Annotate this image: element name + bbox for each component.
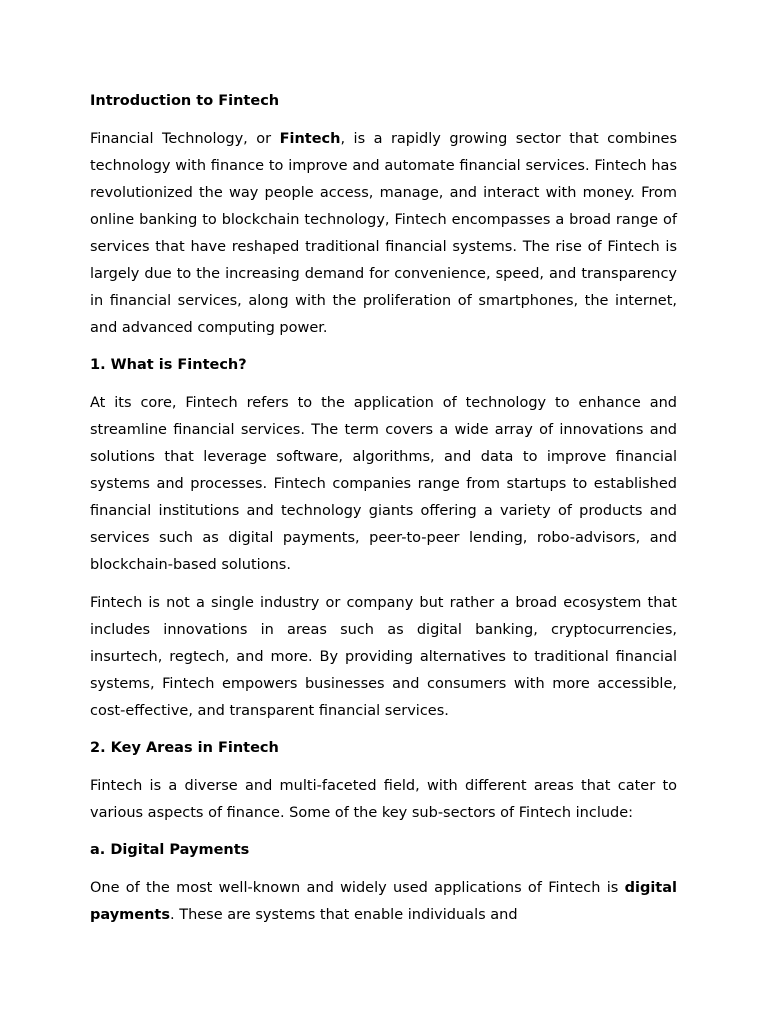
subsection-a-text-rest: . These are systems that enable individuals and xyxy=(170,907,518,923)
intro-paragraph xyxy=(90,126,677,342)
subsection-a-heading: a. Digital Payments xyxy=(90,842,250,858)
intro-text-rest: , is a rapidly growing sector that combines technology with finance to improve and automate financial services. Fintech has revolutionized the way people access, manage, and interact with money. From online banking to blockchain technology, Fintech encompasses a broad range of services that have reshaped traditional financial systems. The rise of Fintech is largely due to the increasing demand for convenience, speed, and transparency in financial services, along with the proliferation of smartphones, the internet, and advanced computing power. xyxy=(90,131,677,336)
section-2-paragraph-1: Fintech is a diverse and multi-faceted field, with different areas that cater to various aspects of finance. Some of the key sub-sectors of Fintech include: xyxy=(90,778,677,821)
intro-text-start: Financial Technology, or xyxy=(90,131,280,147)
intro-bold-term: Fintech xyxy=(279,131,341,147)
subsection-a-bold-term: digital payments xyxy=(90,880,677,923)
subsection-a-paragraph xyxy=(90,875,677,929)
document-title: Introduction to Fintech xyxy=(90,93,280,109)
section-1-paragraph-1: At its core, Fintech refers to the application of technology to enhance and streamline financial services. The term covers a wide array of innovations and solutions that leverage software, algorithms, and data to improve financial systems and processes. Fintech companies range from startups to established financial institutions and technology giants offering a variety of products and services such as digital payments, peer-to-peer lending, robo-advisors, and blockchain-based solutions. xyxy=(90,395,677,573)
section-1-heading: 1. What is Fintech? xyxy=(90,357,247,373)
subsection-a-text-start: One of the most well-known and widely used applications of Fintech is xyxy=(90,880,625,896)
document-page xyxy=(90,89,677,940)
section-1-paragraph-2: Fintech is not a single industry or company but rather a broad ecosystem that includes innovations in areas such as digital banking, cryptocurrencies, insurtech, regtech, and more. By providing alternatives to traditional financial systems, Fintech empowers businesses and consumers with more accessible, cost-effective, and transparent financial services. xyxy=(90,595,677,719)
section-2-heading: 2. Key Areas in Fintech xyxy=(90,740,279,756)
